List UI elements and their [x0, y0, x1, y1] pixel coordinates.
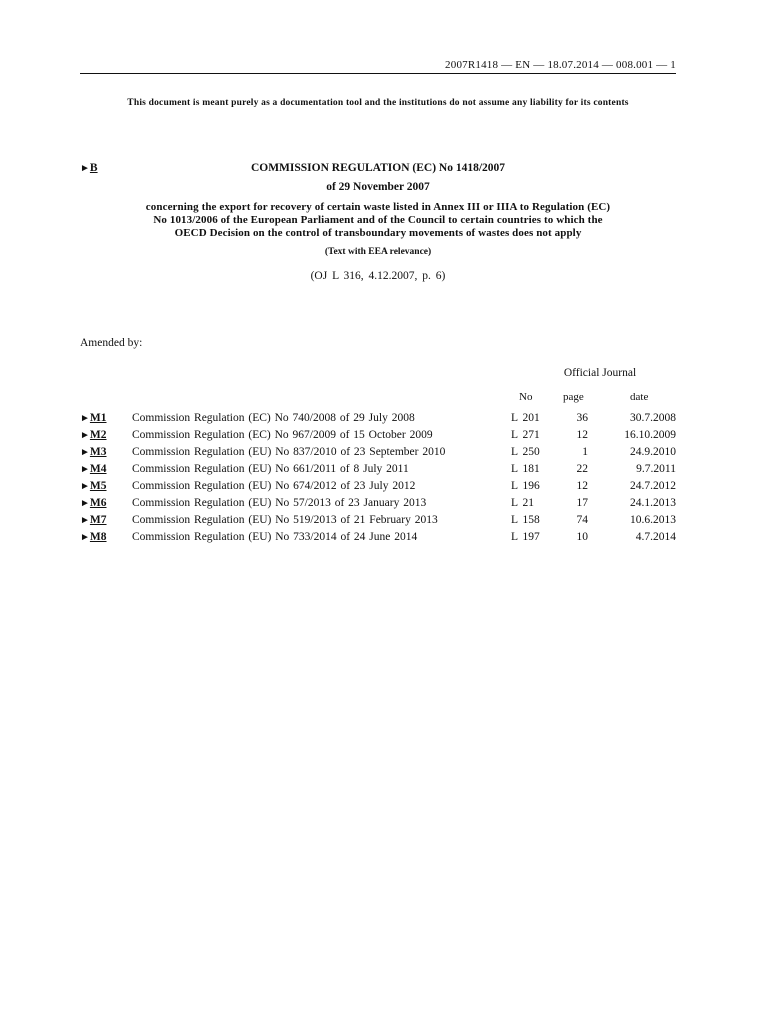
marker-arrow-icon: ►	[80, 481, 90, 492]
oj-date: 9.7.2011	[636, 463, 676, 475]
oj-page: 74	[576, 514, 588, 526]
amendment-marker-m2[interactable]	[80, 429, 107, 441]
oj-number: L 201	[511, 412, 540, 424]
disclaimer-text: This document is meant purely as a documentation tool and the institutions do not assume any liability for its contents	[127, 98, 629, 108]
subject-line: OECD Decision on the control of transboundary movements of wastes does not apply	[174, 227, 582, 239]
marker-code: M5	[89, 480, 107, 492]
header-divider	[80, 73, 676, 74]
oj-date: 30.7.2008	[630, 412, 676, 424]
amendment-title: Commission Regulation (EU) No 57/2013 of 23 January 2013	[132, 497, 427, 509]
amendment-marker-m7[interactable]	[80, 514, 107, 526]
amendments-table	[80, 412, 676, 548]
amendment-title: Commission Regulation (EU) No 661/2011 of 8 July 2011	[132, 463, 409, 475]
table-row	[80, 463, 676, 480]
amendment-title: Commission Regulation (EU) No 674/2012 of 23 July 2012	[132, 480, 416, 492]
oj-date: 24.7.2012	[630, 480, 676, 492]
oj-date: 4.7.2014	[635, 531, 676, 543]
oj-date: 16.10.2009	[624, 429, 676, 441]
marker-arrow-icon: ►	[80, 498, 90, 509]
marker-code: M6	[89, 497, 107, 509]
oj-number: L 21	[511, 497, 534, 509]
subject-line: No 1013/2006 of the European Parliament and of the Council to certain countries to which the	[153, 214, 603, 226]
marker-code: M2	[89, 429, 107, 441]
oj-page: 10	[576, 531, 588, 543]
marker-arrow-icon: ►	[80, 447, 90, 458]
regulation-date: of 29 November 2007	[326, 181, 430, 193]
oj-page: 22	[576, 463, 588, 475]
table-row	[80, 514, 676, 531]
table-row	[80, 531, 676, 548]
oj-page: 17	[576, 497, 588, 509]
oj-number: L 197	[511, 531, 540, 543]
marker-arrow-icon: ►	[80, 430, 90, 441]
oj-date: 24.9.2010	[630, 446, 676, 458]
subject-line: concerning the export for recovery of certain waste listed in Annex III or IIIA to Regulation (EC)	[145, 201, 611, 213]
marker-code: M3	[89, 446, 107, 458]
regulation-subject	[108, 201, 648, 240]
amendment-title: Commission Regulation (EU) No 733/2014 of 24 June 2014	[132, 531, 418, 543]
regulation-title: COMMISSION REGULATION (EC) No 1418/2007	[250, 162, 506, 174]
table-row	[80, 412, 676, 429]
table-row	[80, 497, 676, 514]
oj-number: L 196	[511, 480, 540, 492]
eea-relevance: (Text with EEA relevance)	[324, 247, 432, 257]
marker-arrow-icon: ►	[80, 413, 90, 424]
table-row	[80, 480, 676, 497]
official-journal-heading: Official Journal	[563, 367, 637, 379]
oj-page: 12	[576, 429, 588, 441]
oj-date: 10.6.2013	[630, 514, 676, 526]
oj-number: L 181	[511, 463, 540, 475]
oj-number: L 250	[511, 446, 540, 458]
oj-date: 24.1.2013	[630, 497, 676, 509]
document-reference: 2007R1418 — EN — 18.07.2014 — 008.001 — 1	[445, 59, 676, 71]
marker-code: M7	[89, 514, 107, 526]
oj-reference: (OJ L 316, 4.12.2007, p. 6)	[310, 270, 446, 282]
column-header-no: No	[519, 391, 533, 403]
oj-page: 12	[576, 480, 588, 492]
oj-number: L 271	[511, 429, 540, 441]
table-row	[80, 446, 676, 463]
marker-code: M8	[89, 531, 107, 543]
marker-code: B	[89, 162, 98, 174]
marker-code: M1	[89, 412, 107, 424]
marker-arrow-icon: ►	[80, 532, 90, 543]
amendment-title: Commission Regulation (EU) No 837/2010 of 23 September 2010	[132, 446, 446, 458]
oj-page: 36	[576, 412, 588, 424]
amendment-marker-m5[interactable]	[80, 480, 107, 492]
amendment-title: Commission Regulation (EC) No 967/2009 of 15 October 2009	[132, 429, 433, 441]
amendment-marker-m6[interactable]	[80, 497, 107, 509]
amendment-marker-m3[interactable]	[80, 446, 107, 458]
marker-code: M4	[89, 463, 107, 475]
amendment-title: Commission Regulation (EU) No 519/2013 of 21 February 2013	[132, 514, 438, 526]
oj-page: 1	[582, 446, 588, 458]
amendment-marker-m8[interactable]	[80, 531, 107, 543]
amendment-marker-m1[interactable]	[80, 412, 107, 424]
marker-arrow-icon: ►	[80, 163, 90, 174]
column-header-page: page	[563, 391, 584, 403]
amended-by-label: Amended by:	[80, 337, 143, 349]
oj-number: L 158	[511, 514, 540, 526]
marker-arrow-icon: ►	[80, 464, 90, 475]
table-row	[80, 429, 676, 446]
column-header-date: date	[630, 391, 649, 403]
amendment-marker-m4[interactable]	[80, 463, 107, 475]
amendment-title: Commission Regulation (EC) No 740/2008 of 29 July 2008	[132, 412, 415, 424]
marker-arrow-icon: ►	[80, 515, 90, 526]
